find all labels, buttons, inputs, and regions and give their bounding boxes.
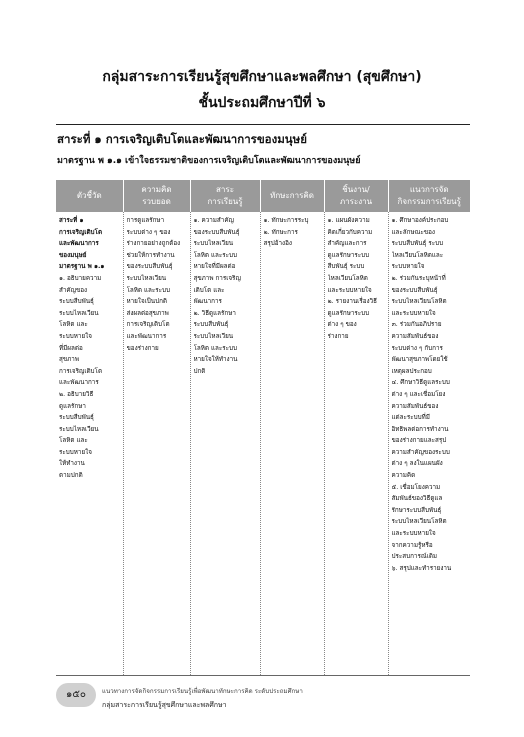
cell-line: ๑. ความสำคัญ xyxy=(193,217,234,224)
cell-indicators xyxy=(56,212,123,676)
cell-line: สำคัญของ xyxy=(59,286,88,294)
cell-line: ๒. ทักษะการ xyxy=(263,228,298,236)
cell-line: ของระบบสืบพันธุ์ xyxy=(126,263,173,271)
cell-line: ระบบไหลเวียน xyxy=(193,240,234,248)
cell-line: ๑. ศึกษาองค์ประกอบ xyxy=(391,217,449,224)
cell-line: ระบบสืบพันธุ์ xyxy=(59,298,94,306)
cell-line: ของระบบสืบพันธุ์ xyxy=(391,286,438,294)
cell-line: ที่มีผลต่อ xyxy=(59,344,83,352)
cell-line: ของมนุษย์ xyxy=(59,251,87,259)
cell-line: สืบพันธุ์ ระบบ xyxy=(327,263,365,271)
cell-line: ต่าง ๆ ของ xyxy=(327,321,357,329)
cell-line: ระบบหายใจ xyxy=(59,448,92,456)
cell-line: ดูแลรักษาระบบ xyxy=(327,251,370,259)
cell-line: ระบบสืบพันธุ์ xyxy=(193,321,229,329)
cell-line: และระบบหายใจ xyxy=(391,530,436,538)
cell-line: ๒. รายงานเรื่องวิธี xyxy=(327,298,377,306)
cell-line: สำคัญและการ xyxy=(327,240,367,248)
header-content: สาระ การเรียนรู้ xyxy=(190,180,260,212)
cell-activities xyxy=(388,212,470,676)
cell-tasks xyxy=(324,212,388,676)
cell-line: ประสบการณ์เดิม xyxy=(391,553,438,561)
cell-line: และระบบหายใจ xyxy=(391,309,436,317)
cell-line: ร่างกาย xyxy=(327,332,349,340)
cell-line: ให้ทำงาน xyxy=(59,460,85,468)
cell-line: โลหิต และระบบ xyxy=(126,286,171,294)
cell-line: พัฒนาสุขภาพโดยใช้ xyxy=(391,356,448,364)
cell-line: พัฒนาการ xyxy=(193,298,222,306)
cell-line: การเจริญเติบโต xyxy=(59,367,103,375)
cell-line: ระบบต่าง ๆ ของ xyxy=(126,228,171,236)
cell-line: สาระที่ ๑ xyxy=(59,217,84,224)
cell-line: ตามปกติ xyxy=(59,472,83,480)
cell-line: ของระบบสืบพันธุ์ xyxy=(193,228,240,236)
cell-line: ระบบไหลเวียน xyxy=(59,425,99,433)
footer-book-title: แนวทางการจัดกิจกรรมการเรียนรู้เพื่อพัฒนาทักษะการคิด ระดับประถมศึกษา xyxy=(102,688,303,695)
header-thinking-skills: ทักษะการคิด xyxy=(260,180,324,212)
cell-line: ระบบสืบพันธุ์ xyxy=(59,414,94,422)
cell-line: ๑. อธิบายความ xyxy=(59,274,102,282)
cell-concept xyxy=(123,212,190,676)
cell-line: ต่าง ๆ และเชื่อมโยง xyxy=(391,390,446,398)
cell-line: การเจริญเติบโต xyxy=(126,321,170,329)
page-number: ๑๕๐ xyxy=(56,683,96,707)
cell-line: ระบบไหลเวียน xyxy=(193,332,234,340)
cell-line: ระบบไหลเวียนโลหิต xyxy=(391,298,447,306)
cell-line: และลักษณะของ xyxy=(391,228,436,236)
cell-line: โลหิต และ xyxy=(59,321,88,329)
cell-line: และพัฒนาการ xyxy=(59,379,99,387)
cell-line: ๖. สรุปและทำรายงาน xyxy=(391,564,452,572)
cell-line: ระบบสืบพันธุ์ ระบบ xyxy=(391,240,444,248)
cell-line: ๕. เชื่อมโยงความ xyxy=(391,483,441,491)
cell-line: อิทธิพลต่อการทำงาน xyxy=(391,425,449,433)
cell-line: รักษาระบบสืบพันธุ์ xyxy=(391,506,442,514)
table-header-row xyxy=(56,180,470,212)
cell-line: ระบบต่าง ๆ กับการ xyxy=(391,344,443,352)
strand-heading: สาระที่ ๑ การเจริญเติบโตและพัฒนาการของมนุษย์ xyxy=(57,132,307,146)
cell-line: โลหิต และ xyxy=(59,437,88,445)
cell-line: ระบบไหลเวียน xyxy=(59,309,99,317)
cell-line: ไหลเวียนโลหิตและ xyxy=(391,251,444,259)
cell-line: ๔. ศึกษาวิธีดูแลระบบ xyxy=(391,379,450,387)
cell-thinking-skills xyxy=(260,212,324,676)
cell-line: และระบบหายใจ xyxy=(327,286,372,294)
footer-subject: กลุ่มสาระการเรียนรู้สุขศึกษาและพลศึกษา xyxy=(102,701,227,709)
cell-line: และพัฒนาการ xyxy=(59,240,99,248)
cell-line: ความสัมพันธ์ของ xyxy=(391,332,439,340)
cell-line: ดูแลรักษา xyxy=(59,402,86,410)
header-tasks: ชิ้นงาน/ ภาระงาน xyxy=(324,180,388,212)
header-activities: แนวการจัด กิจกรรมการเรียนรู้ xyxy=(388,180,470,212)
cell-line: หายใจให้ทำงาน xyxy=(193,356,238,364)
cell-line: ความสำคัญของระบบ xyxy=(391,448,450,456)
cell-line: ระบบไหลเวียนโลหิต xyxy=(391,518,447,526)
cell-line: ช่วยให้การทำงาน xyxy=(126,251,175,259)
cell-line: การเจริญเติบโต xyxy=(59,228,103,236)
cell-line: ระบบหายใจ xyxy=(59,332,92,340)
header-concept: ความคิด รวบยอด xyxy=(123,180,190,212)
cell-line: ระบบหายใจ xyxy=(391,263,425,271)
cell-line: ร่างกายอย่างถูกต้อง xyxy=(126,240,181,248)
table-row xyxy=(56,212,470,676)
page-title: กลุ่มสาระการเรียนรู้สุขศึกษาและพลศึกษา (สุขศึกษา) xyxy=(102,69,422,85)
curriculum-table xyxy=(56,180,470,676)
cell-line: ๑. ทักษะการระบุ xyxy=(263,217,309,224)
cell-line: สุขภาพ xyxy=(59,356,79,364)
header-indicators: ตัวชี้วัด xyxy=(56,180,123,212)
cell-line: ๓. ร่วมกันอภิปราย xyxy=(391,321,442,329)
title-divider xyxy=(56,124,470,125)
cell-line: โลหิต และระบบ xyxy=(193,251,238,259)
cell-content xyxy=(190,212,260,676)
cell-line: ไหลเวียนโลหิต xyxy=(327,274,368,282)
page-subtitle: ชั้นประถมศึกษาปีที่ ๖ xyxy=(198,95,326,111)
cell-line: หายใจที่มีผลต่อ xyxy=(193,263,236,271)
cell-line: ๑. แผนผังความ xyxy=(327,217,370,224)
cell-line: ๒. ร่วมกันระบุหน้าที่ xyxy=(391,274,446,282)
cell-line: ต่าง ๆ ลงในแผนผัง xyxy=(391,460,443,468)
cell-line: สุขภาพ การเจริญ xyxy=(193,274,241,282)
cell-line: ของร่างกายและสรุป xyxy=(391,437,447,445)
cell-line: และพัฒนาการ xyxy=(126,332,167,340)
cell-line: โลหิต และระบบ xyxy=(193,344,238,352)
cell-line: สรุปอ้างอิง xyxy=(263,240,292,248)
cell-line: ๒. วิธีดูแลรักษา xyxy=(193,309,236,317)
cell-line: ส่งผลต่อสุขภาพ xyxy=(126,309,169,317)
cell-line: ดูแลรักษาระบบ xyxy=(327,309,370,317)
cell-line: แต่ละระบบที่มี xyxy=(391,414,430,422)
cell-line: ปกติ xyxy=(193,367,206,375)
cell-line: มาตรฐาน พ ๑.๑ xyxy=(59,263,105,271)
cell-line: สัมพันธ์ของวิธีดูแล xyxy=(391,495,443,503)
cell-line: การดูแลรักษา xyxy=(126,217,165,224)
cell-line: เติบโต และ xyxy=(193,286,225,294)
cell-line: ความคิด xyxy=(391,472,416,480)
cell-line: หายใจเป็นปกติ xyxy=(126,298,167,306)
cell-line: ของร่างกาย xyxy=(126,344,159,352)
cell-line: เหตุผลประกอบ xyxy=(391,367,432,375)
cell-line: ระบบไหลเวียน xyxy=(126,274,167,282)
standard-heading: มาตรฐาน พ ๑.๑ เข้าใจธรรมชาติของการเจริญเติบโตและพัฒนาการของมนุษย์ xyxy=(57,156,361,166)
cell-line: คิดเกี่ยวกับความ xyxy=(327,228,373,236)
cell-line: ความสัมพันธ์ของ xyxy=(391,402,439,410)
cell-line: ๒. อธิบายวิธี xyxy=(59,390,94,398)
cell-line: จากความรู้หรือ xyxy=(391,541,433,549)
